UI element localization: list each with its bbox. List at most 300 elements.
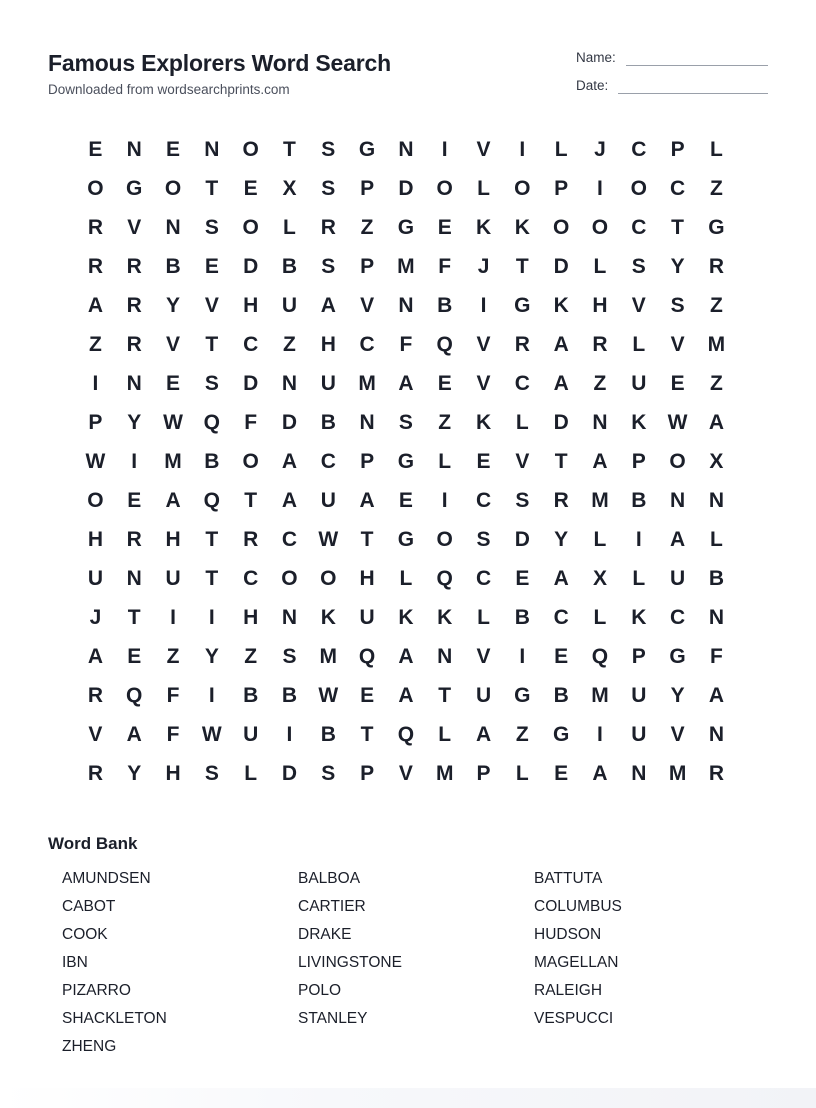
grid-letter[interactable]: C xyxy=(631,137,647,161)
grid-letter[interactable]: G xyxy=(669,644,686,668)
grid-letter[interactable]: M xyxy=(435,761,454,785)
grid-letter[interactable]: Q xyxy=(358,644,376,668)
grid-letter[interactable]: N xyxy=(165,215,181,239)
grid-letter[interactable]: U xyxy=(243,722,259,746)
grid-letter[interactable]: A xyxy=(281,449,298,473)
grid-letter[interactable]: Q xyxy=(436,332,453,356)
grid-letter[interactable]: E xyxy=(204,254,219,278)
grid-letter[interactable]: H xyxy=(165,761,181,785)
grid-letter[interactable]: C xyxy=(320,449,336,473)
grid-letter[interactable]: G xyxy=(126,176,143,200)
grid-letter[interactable]: B xyxy=(281,254,298,278)
grid-letter[interactable]: K xyxy=(398,605,414,629)
grid-letter[interactable]: B xyxy=(437,293,453,317)
grid-letter[interactable]: S xyxy=(321,254,336,278)
grid-letter[interactable]: T xyxy=(515,254,529,278)
grid-letter[interactable]: N xyxy=(126,371,142,395)
grid-letter[interactable]: L xyxy=(399,566,413,590)
name-label: Name: xyxy=(576,50,616,65)
word-bank-item: LIVINGSTONE xyxy=(298,954,402,971)
grid-letter[interactable]: J xyxy=(594,137,606,161)
grid-letter[interactable]: T xyxy=(244,488,258,512)
grid-letter[interactable]: V xyxy=(476,137,491,161)
grid-letter[interactable]: E xyxy=(554,644,569,668)
grid-letter[interactable]: I xyxy=(597,176,603,200)
grid-letter[interactable]: O xyxy=(669,449,686,473)
grid-letter[interactable]: P xyxy=(360,176,375,200)
grid-letter[interactable]: M xyxy=(397,254,415,278)
grid-letter[interactable]: V xyxy=(476,644,491,668)
grid-letter[interactable]: X xyxy=(709,449,724,473)
grid-letter[interactable]: C xyxy=(475,488,492,512)
grid-letter[interactable]: E xyxy=(398,488,413,512)
grid-letter[interactable]: E xyxy=(127,488,142,512)
grid-letter[interactable]: T xyxy=(360,722,374,746)
grid-letter[interactable]: D xyxy=(243,254,259,278)
grid-letter[interactable]: R xyxy=(126,293,142,317)
grid-letter[interactable]: I xyxy=(635,527,642,551)
grid-letter[interactable]: A xyxy=(87,644,103,668)
grid-letter[interactable]: Z xyxy=(166,644,180,668)
grid-letter[interactable]: S xyxy=(204,761,219,785)
grid-letter[interactable]: C xyxy=(670,176,686,200)
grid-letter[interactable]: I xyxy=(441,488,448,512)
grid-letter[interactable]: L xyxy=(477,176,490,200)
grid-letter[interactable]: R xyxy=(126,527,142,551)
grid-letter[interactable]: A xyxy=(670,527,686,551)
grid-letter[interactable]: K xyxy=(631,410,647,434)
grid-letter[interactable]: P xyxy=(360,449,375,473)
grid-letter[interactable]: O xyxy=(436,176,453,200)
grid-letter[interactable]: F xyxy=(709,644,723,668)
grid-letter[interactable]: V xyxy=(360,293,375,317)
word-bank-heading: Word Bank xyxy=(48,834,138,853)
grid-letter[interactable]: Z xyxy=(283,332,296,356)
grid-letter[interactable]: I xyxy=(286,722,293,746)
grid-letter[interactable]: V xyxy=(476,332,491,356)
grid-letter[interactable]: Z xyxy=(593,371,607,395)
grid-letter[interactable]: K xyxy=(553,293,569,317)
grid-letter[interactable]: T xyxy=(205,176,219,200)
grid-letter[interactable]: S xyxy=(398,410,413,434)
grid-letter[interactable]: H xyxy=(87,527,103,551)
grid-letter[interactable]: K xyxy=(475,410,492,434)
grid-letter[interactable]: T xyxy=(671,215,684,239)
grid-letter[interactable]: D xyxy=(243,371,259,395)
grid-letter[interactable]: O xyxy=(514,176,531,200)
grid-letter[interactable]: R xyxy=(708,254,724,278)
grid-row xyxy=(76,286,736,325)
grid-letter[interactable]: V xyxy=(166,332,181,356)
grid-letter[interactable]: L xyxy=(477,605,490,629)
grid-letter[interactable]: L xyxy=(632,332,646,356)
grid-letter[interactable]: L xyxy=(593,605,607,629)
name-underline xyxy=(626,65,768,66)
grid-letter[interactable]: G xyxy=(514,293,531,317)
grid-letter[interactable]: F xyxy=(166,722,180,746)
grid-letter[interactable]: G xyxy=(358,137,376,161)
name-field[interactable] xyxy=(576,50,768,68)
grid-letter[interactable]: Z xyxy=(709,371,723,395)
grid-letter[interactable]: W xyxy=(318,527,339,551)
grid-letter[interactable]: E xyxy=(166,371,181,395)
grid-letter[interactable]: E xyxy=(437,371,452,395)
grid-letter[interactable]: V xyxy=(398,761,413,785)
grid-letter[interactable]: N xyxy=(670,488,686,512)
grid-letter[interactable]: L xyxy=(438,722,452,746)
grid-letter[interactable]: I xyxy=(208,683,215,707)
grid-letter[interactable]: U xyxy=(320,371,336,395)
grid-letter[interactable]: U xyxy=(281,293,298,317)
grid-letter[interactable]: Z xyxy=(709,176,723,200)
grid-letter[interactable]: P xyxy=(88,410,103,434)
grid-letter[interactable]: Y xyxy=(670,683,685,707)
grid-letter[interactable]: T xyxy=(554,449,568,473)
grid-letter[interactable]: Q xyxy=(126,683,143,707)
grid-letter[interactable]: I xyxy=(441,137,448,161)
grid-letter[interactable]: V xyxy=(515,449,530,473)
grid-letter[interactable]: Y xyxy=(204,644,219,668)
grid-letter[interactable]: T xyxy=(205,566,219,590)
grid-letter[interactable]: P xyxy=(360,254,375,278)
grid-letter[interactable]: T xyxy=(360,527,374,551)
grid-letter[interactable]: B xyxy=(553,683,569,707)
grid-letter[interactable]: B xyxy=(320,410,336,434)
grid-letter[interactable]: N xyxy=(281,371,298,395)
grid-letter[interactable]: U xyxy=(670,566,686,590)
grid-letter[interactable]: Y xyxy=(127,761,142,785)
grid-letter[interactable]: R xyxy=(87,683,103,707)
grid-letter[interactable]: A xyxy=(281,488,298,512)
grid-letter[interactable]: I xyxy=(208,605,215,629)
grid-letter[interactable]: E xyxy=(670,371,685,395)
grid-letter[interactable]: V xyxy=(88,722,103,746)
grid-letter[interactable]: Q xyxy=(436,566,453,590)
grid-letter[interactable]: A xyxy=(320,293,336,317)
grid-letter[interactable]: R xyxy=(126,254,142,278)
grid-letter[interactable]: Z xyxy=(515,722,529,746)
grid-letter[interactable]: C xyxy=(359,332,375,356)
grid-letter[interactable]: I xyxy=(519,137,526,161)
grid-letter[interactable]: G xyxy=(514,683,531,707)
grid-letter[interactable]: R xyxy=(320,215,336,239)
grid-letter[interactable]: K xyxy=(514,215,530,239)
grid-letter[interactable]: R xyxy=(87,761,103,785)
grid-letter[interactable]: A xyxy=(475,722,492,746)
grid-letter[interactable]: S xyxy=(515,488,530,512)
grid-letter[interactable]: I xyxy=(480,293,487,317)
grid-letter[interactable]: F xyxy=(244,410,258,434)
grid-letter[interactable]: V xyxy=(127,215,142,239)
grid-letter[interactable]: G xyxy=(397,215,415,239)
grid-letter[interactable]: P xyxy=(631,644,646,668)
grid-letter[interactable]: G xyxy=(552,722,570,746)
grid-letter[interactable]: F xyxy=(438,254,452,278)
grid-row xyxy=(76,520,736,559)
grid-letter[interactable]: P xyxy=(476,761,491,785)
grid-letter[interactable]: B xyxy=(165,254,181,278)
grid-letter[interactable]: F xyxy=(166,683,180,707)
grid-letter[interactable]: V xyxy=(670,332,685,356)
grid-letter[interactable]: B xyxy=(281,683,298,707)
grid-letter[interactable]: Q xyxy=(203,488,221,512)
grid-letter[interactable]: O xyxy=(552,215,570,239)
grid-letter[interactable]: C xyxy=(514,371,530,395)
grid-letter[interactable]: N xyxy=(437,644,453,668)
grid-letter[interactable]: T xyxy=(205,332,219,356)
grid-letter[interactable]: T xyxy=(438,683,452,707)
grid-letter[interactable]: B xyxy=(631,488,647,512)
grid-letter[interactable]: L xyxy=(438,449,452,473)
grid-letter[interactable]: U xyxy=(165,566,181,590)
grid-letter[interactable]: L xyxy=(593,527,607,551)
grid-letter[interactable]: M xyxy=(358,371,376,395)
grid-letter[interactable]: K xyxy=(320,605,336,629)
grid-letter[interactable]: O xyxy=(87,488,104,512)
grid-letter[interactable]: W xyxy=(667,410,688,434)
grid-letter[interactable]: D xyxy=(514,527,530,551)
grid-letter[interactable]: W xyxy=(201,722,222,746)
grid-letter[interactable]: C xyxy=(553,605,569,629)
grid-letter[interactable]: R xyxy=(126,332,142,356)
grid-letter[interactable]: M xyxy=(707,332,726,356)
grid-letter[interactable]: G xyxy=(397,527,415,551)
grid-letter[interactable]: L xyxy=(515,761,529,785)
grid-letter[interactable]: H xyxy=(243,605,259,629)
grid-letter[interactable]: E xyxy=(127,644,142,668)
grid-letter[interactable]: R xyxy=(87,254,103,278)
grid-letter[interactable]: U xyxy=(631,371,647,395)
grid-letter[interactable]: O xyxy=(630,176,647,200)
grid-letter[interactable]: G xyxy=(397,449,415,473)
grid-letter[interactable]: M xyxy=(668,761,687,785)
grid-letter[interactable]: U xyxy=(87,566,103,590)
grid-letter[interactable]: C xyxy=(243,332,259,356)
grid-letter[interactable]: M xyxy=(164,449,182,473)
grid-letter[interactable]: D xyxy=(281,761,298,785)
grid-letter[interactable]: D xyxy=(398,176,414,200)
grid-letter[interactable]: K xyxy=(437,605,453,629)
grid-letter[interactable]: O xyxy=(164,176,182,200)
grid-letter[interactable]: V xyxy=(476,371,491,395)
grid-letter[interactable]: E xyxy=(476,449,491,473)
grid-letter[interactable]: U xyxy=(631,722,647,746)
date-field[interactable] xyxy=(576,78,768,96)
grid-letter[interactable]: V xyxy=(631,293,646,317)
grid-letter[interactable]: U xyxy=(359,605,375,629)
grid-letter[interactable]: E xyxy=(360,683,375,707)
grid-letter[interactable]: E xyxy=(88,137,103,161)
grid-letter[interactable]: C xyxy=(475,566,492,590)
grid-letter[interactable]: S xyxy=(321,176,336,200)
grid-letter[interactable]: Q xyxy=(397,722,415,746)
grid-letter[interactable]: E xyxy=(515,566,530,590)
grid-letter[interactable]: R xyxy=(87,215,103,239)
grid-letter[interactable]: O xyxy=(591,215,609,239)
grid-letter[interactable]: S xyxy=(476,527,491,551)
grid-letter[interactable]: P xyxy=(360,761,375,785)
grid-letter[interactable]: Z xyxy=(88,332,102,356)
grid-letter[interactable]: C xyxy=(631,215,647,239)
grid-letter[interactable]: K xyxy=(631,605,647,629)
grid-letter[interactable]: O xyxy=(242,449,259,473)
grid-letter[interactable]: L xyxy=(554,137,568,161)
grid-letter[interactable]: L xyxy=(632,566,646,590)
grid-letter[interactable]: N xyxy=(592,410,608,434)
grid-letter[interactable]: Y xyxy=(670,254,685,278)
grid-letter[interactable]: B xyxy=(204,449,220,473)
grid-letter[interactable]: S xyxy=(321,761,336,785)
grid-letter[interactable]: E xyxy=(554,761,569,785)
grid-letter[interactable]: O xyxy=(242,137,259,161)
grid-letter[interactable]: C xyxy=(281,527,298,551)
grid-letter[interactable]: N xyxy=(631,761,647,785)
grid-letter[interactable]: S xyxy=(631,254,646,278)
grid-letter[interactable]: U xyxy=(320,488,336,512)
grid-letter[interactable]: R xyxy=(243,527,259,551)
grid-letter[interactable]: A xyxy=(592,761,608,785)
grid-letter[interactable]: O xyxy=(242,215,259,239)
grid-letter[interactable]: I xyxy=(92,371,99,395)
grid-letter[interactable]: U xyxy=(475,683,492,707)
grid-letter[interactable]: T xyxy=(127,605,141,629)
grid-letter[interactable]: Z xyxy=(438,410,452,434)
grid-letter[interactable]: H xyxy=(359,566,375,590)
grid-letter[interactable]: A xyxy=(359,488,375,512)
grid-letter[interactable]: B xyxy=(320,722,336,746)
grid-letter[interactable]: V xyxy=(670,722,685,746)
grid-letter[interactable]: V xyxy=(204,293,219,317)
grid-letter[interactable]: C xyxy=(670,605,686,629)
page-title: Famous Explorers Word Search xyxy=(48,50,391,76)
grid-letter[interactable]: B xyxy=(514,605,530,629)
grid-letter[interactable]: J xyxy=(89,605,102,629)
grid-letter[interactable]: N xyxy=(708,488,724,512)
grid-letter[interactable]: S xyxy=(204,215,219,239)
grid-letter[interactable]: N xyxy=(359,410,375,434)
grid-letter[interactable]: D xyxy=(281,410,298,434)
grid-letter[interactable]: A xyxy=(398,683,414,707)
grid-letter[interactable]: S xyxy=(282,644,297,668)
grid-letter[interactable]: D xyxy=(553,254,569,278)
grid-letter[interactable]: P xyxy=(631,449,646,473)
grid-letter[interactable]: A xyxy=(87,293,103,317)
grid-letter[interactable]: Z xyxy=(709,293,723,317)
grid-letter[interactable]: Q xyxy=(203,410,221,434)
grid-letter[interactable]: W xyxy=(85,449,106,473)
grid-letter[interactable]: Z xyxy=(360,215,374,239)
grid-letter[interactable]: B xyxy=(708,566,724,590)
grid-letter[interactable]: M xyxy=(591,488,609,512)
grid-letter[interactable]: Q xyxy=(591,644,609,668)
grid-letter[interactable]: X xyxy=(592,566,607,590)
grid-letter[interactable]: A xyxy=(553,566,569,590)
grid-letter[interactable]: L xyxy=(244,761,258,785)
grid-letter[interactable]: A xyxy=(708,410,724,434)
grid-letter[interactable]: Z xyxy=(244,644,258,668)
grid-letter[interactable]: E xyxy=(243,176,258,200)
grid-letter[interactable]: H xyxy=(592,293,608,317)
grid-letter[interactable]: E xyxy=(437,215,452,239)
grid-letter[interactable]: N xyxy=(281,605,298,629)
grid-letter[interactable]: A xyxy=(398,371,414,395)
grid-letter[interactable]: N xyxy=(398,293,414,317)
grid-letter[interactable]: D xyxy=(553,410,569,434)
grid-letter[interactable]: E xyxy=(166,137,181,161)
grid-letter[interactable]: F xyxy=(399,332,413,356)
grid-letter[interactable]: I xyxy=(170,605,176,629)
grid-letter[interactable]: A xyxy=(553,332,569,356)
grid-letter[interactable]: N xyxy=(708,722,724,746)
grid-letter[interactable]: Y xyxy=(554,527,569,551)
grid-letter[interactable]: O xyxy=(436,527,453,551)
grid-letter[interactable]: H xyxy=(165,527,181,551)
grid-letter[interactable]: I xyxy=(597,722,603,746)
grid-letter[interactable]: A xyxy=(165,488,181,512)
grid-letter[interactable]: R xyxy=(708,761,724,785)
grid-row xyxy=(76,559,736,598)
grid-letter[interactable]: B xyxy=(243,683,259,707)
grid-letter[interactable]: A xyxy=(553,371,569,395)
grid-letter[interactable]: A xyxy=(592,449,608,473)
grid-letter[interactable]: M xyxy=(591,683,609,707)
grid-letter[interactable]: P xyxy=(554,176,569,200)
word-bank-item: CARTIER xyxy=(298,898,366,915)
grid-letter[interactable]: J xyxy=(477,254,490,278)
grid-letter[interactable]: S xyxy=(670,293,685,317)
grid-letter[interactable]: L xyxy=(283,215,296,239)
grid-letter[interactable]: S xyxy=(321,137,336,161)
grid-letter[interactable]: T xyxy=(283,137,296,161)
grid-letter[interactable]: O xyxy=(87,176,104,200)
grid-letter[interactable]: U xyxy=(631,683,647,707)
grid-letter[interactable]: T xyxy=(205,527,219,551)
grid-letter[interactable]: N xyxy=(708,605,724,629)
grid-letter[interactable]: I xyxy=(131,449,138,473)
grid-letter[interactable]: M xyxy=(319,644,338,668)
grid-letter[interactable]: A xyxy=(398,644,414,668)
grid-letter[interactable]: W xyxy=(318,683,339,707)
grid-letter[interactable]: I xyxy=(519,644,526,668)
grid-letter[interactable]: R xyxy=(592,332,608,356)
grid-letter[interactable]: R xyxy=(553,488,569,512)
grid-letter[interactable]: X xyxy=(282,176,297,200)
grid-letter[interactable]: A xyxy=(708,683,724,707)
grid-letter[interactable]: C xyxy=(243,566,259,590)
grid-letter[interactable]: W xyxy=(163,410,183,434)
grid-letter[interactable]: N xyxy=(126,566,142,590)
grid-letter[interactable]: L xyxy=(709,527,723,551)
grid-letter[interactable]: K xyxy=(475,215,492,239)
grid-letter[interactable]: N xyxy=(398,137,414,161)
grid-letter[interactable]: R xyxy=(514,332,530,356)
grid-letter[interactable]: H xyxy=(243,293,259,317)
grid-letter[interactable]: H xyxy=(320,332,336,356)
grid-letter[interactable]: Y xyxy=(127,410,142,434)
grid-letter[interactable]: Y xyxy=(166,293,181,317)
grid-letter[interactable]: P xyxy=(670,137,685,161)
grid-letter[interactable]: N xyxy=(126,137,142,161)
grid-letter[interactable]: A xyxy=(126,722,142,746)
grid-letter[interactable]: O xyxy=(281,566,298,590)
grid-letter[interactable]: L xyxy=(515,410,529,434)
grid-letter[interactable]: S xyxy=(204,371,219,395)
grid-letter[interactable]: G xyxy=(708,215,725,239)
grid-letter[interactable]: L xyxy=(709,137,723,161)
grid-letter[interactable]: O xyxy=(320,566,337,590)
grid-letter[interactable]: N xyxy=(204,137,220,161)
grid-letter[interactable]: L xyxy=(593,254,607,278)
